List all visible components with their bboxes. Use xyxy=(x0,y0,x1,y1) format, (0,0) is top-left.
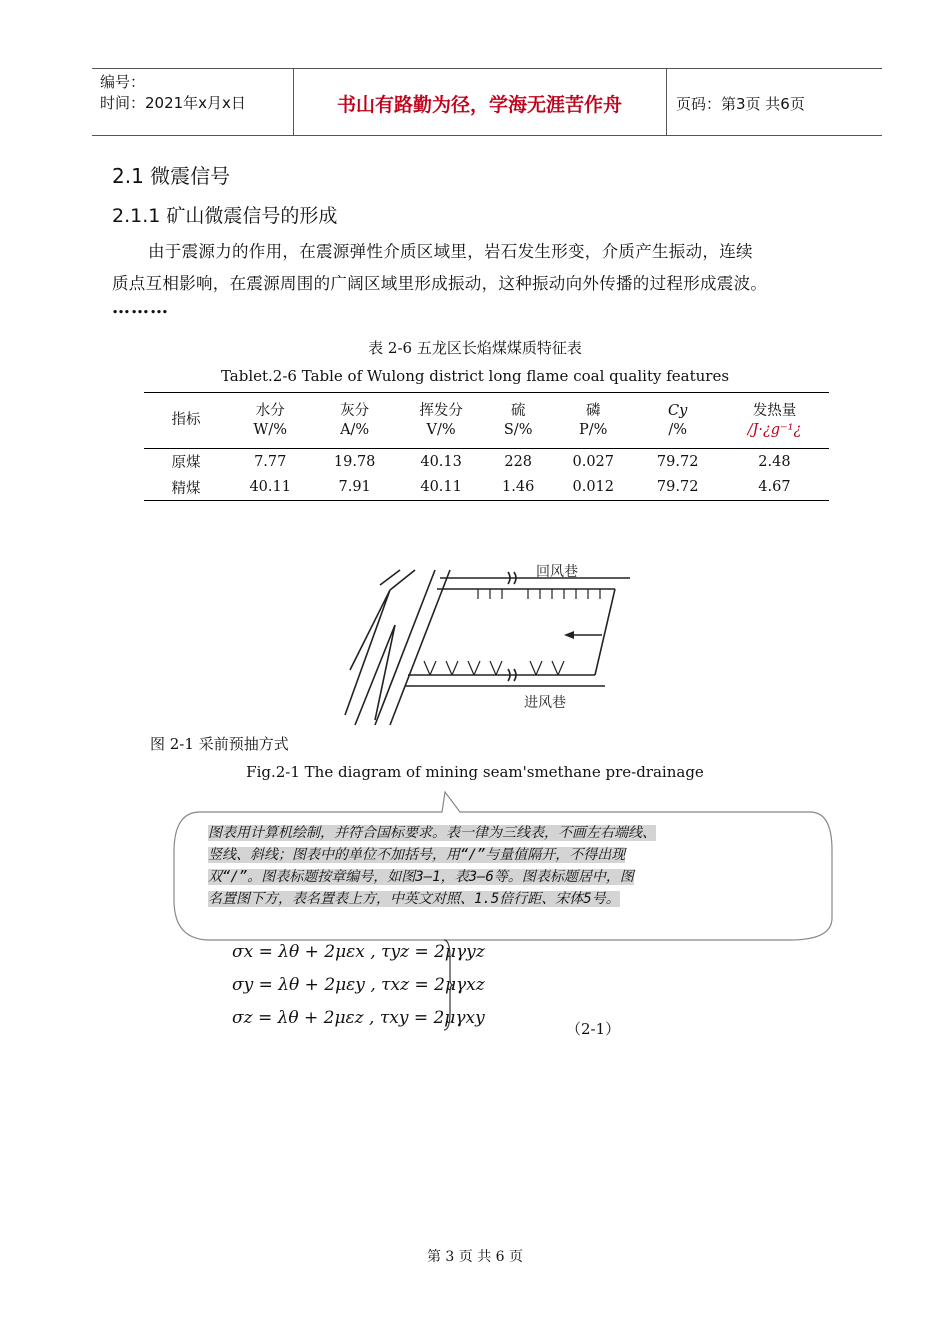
body-paragraph xyxy=(112,236,872,300)
subsection-heading: 2.1.1 矿山微震信号的形成 xyxy=(112,205,338,227)
header-top-rule xyxy=(92,68,882,69)
coal-quality-table xyxy=(144,392,829,501)
paragraph-line: 由于震源力的作用，在震源弹性介质区域里，岩石发生形变，介质产生振动，连续 xyxy=(148,242,753,261)
col-header: 挥发分 V/% xyxy=(419,402,463,438)
shaft-line xyxy=(390,570,415,590)
page-label: 页码：第3页 共6页 xyxy=(676,95,805,113)
table-cell: 79.72 xyxy=(656,453,699,470)
table-cell: 40.13 xyxy=(420,453,462,470)
figure-caption-en: Fig.2-1 The diagram of mining seam'smethane pre-drainage xyxy=(246,763,704,781)
table-cell: 7.91 xyxy=(338,479,371,496)
col-header: 水分 W/% xyxy=(253,402,287,438)
return-airway-label: 回风巷 xyxy=(536,564,578,580)
table-cell: 0.027 xyxy=(572,453,614,470)
shaft-line xyxy=(380,570,400,585)
col-header: 指标 xyxy=(171,412,201,428)
figure-caption-cn: 图 2-1 采前预抽方式 xyxy=(150,735,289,753)
shaft-line xyxy=(355,625,395,725)
table-row xyxy=(144,449,829,475)
ellipsis: ……… xyxy=(112,297,169,318)
col-header: 磷 P/% xyxy=(579,402,608,438)
note-line: 双“/”。图表标题按章编号，如图3—1，表3—6等。图表标题居中，图 xyxy=(208,869,634,885)
table-cell: 19.78 xyxy=(333,453,376,470)
table-header-row xyxy=(144,393,829,449)
table-cell: 228 xyxy=(504,453,533,470)
table-cell: 7.77 xyxy=(254,453,287,470)
equation-line: σx = λθ + 2μεx , τyz = 2μγyz xyxy=(232,942,485,962)
borehole-fan-group xyxy=(424,661,564,675)
equation-brace xyxy=(442,938,454,1032)
header-meta xyxy=(100,72,246,114)
header-divider xyxy=(666,68,667,135)
face-line xyxy=(390,570,450,725)
table-cell: 精煤 xyxy=(171,480,201,497)
intake-airway-label: 进风巷 xyxy=(524,695,566,711)
header-bottom-rule xyxy=(92,135,882,136)
section-heading: 2.1 微震信号 xyxy=(112,164,231,188)
equation-line: σz = λθ + 2μεz , τxy = 2μγxy xyxy=(232,1008,485,1028)
borehole-group xyxy=(478,589,600,599)
col-header: 灰分 A/% xyxy=(340,402,370,438)
paragraph-line: 质点互相影响，在震源周围的广阔区域里形成振动，这种振动向外传播的过程形成震波。 xyxy=(112,274,768,293)
time-label: 时间：2021年x月x日 xyxy=(100,94,246,112)
table-row xyxy=(144,475,829,501)
note-line: 竖线、斜线；图表中的单位不加括号，用“/”与量值隔开，不得出现 xyxy=(208,847,626,863)
table-cell: 79.72 xyxy=(656,479,699,496)
table-cell: 40.11 xyxy=(249,479,291,496)
table-caption-cn: 表 2-6 五龙区长焰煤煤质特征表 xyxy=(368,339,582,357)
table-cell: 0.012 xyxy=(572,479,614,496)
table-cell: 40.11 xyxy=(420,479,462,496)
table-caption-en: Tablet.2-6 Table of Wulong district long flame coal quality features xyxy=(220,367,730,385)
col-header: 发热量 /J·¿g⁻¹¿ xyxy=(747,402,802,438)
equation-number: （2-1） xyxy=(566,1020,621,1038)
equation-line: σy = λθ + 2μεy , τxz = 2μγxz xyxy=(232,975,485,995)
note-line: 名置图下方，表名置表上方，中英文对照、1.5倍行距、宋体5号。 xyxy=(208,891,620,907)
table-cell: 4.67 xyxy=(758,479,791,496)
table-cell: 2.48 xyxy=(758,453,791,470)
page-footer: 第 3 页 共 6 页 xyxy=(426,1249,524,1265)
face-line xyxy=(375,570,435,725)
pre-drainage-diagram xyxy=(340,555,630,730)
table-cell: 1.46 xyxy=(502,479,535,496)
header-motto: 书山有路勤为径，学海无涯苦作舟 xyxy=(336,94,622,116)
col-header: Cy /% xyxy=(668,402,688,438)
col-header: 硫 S/% xyxy=(503,402,533,438)
formatting-note xyxy=(208,822,823,910)
number-label: 编号： xyxy=(100,73,146,91)
face-edge xyxy=(595,589,615,675)
table-cell: 原煤 xyxy=(171,455,201,472)
arrow-head-icon xyxy=(564,631,574,639)
note-line: 图表用计算机绘制，并符合国标要求。表一律为三线表，不画左右端线、 xyxy=(208,825,656,841)
